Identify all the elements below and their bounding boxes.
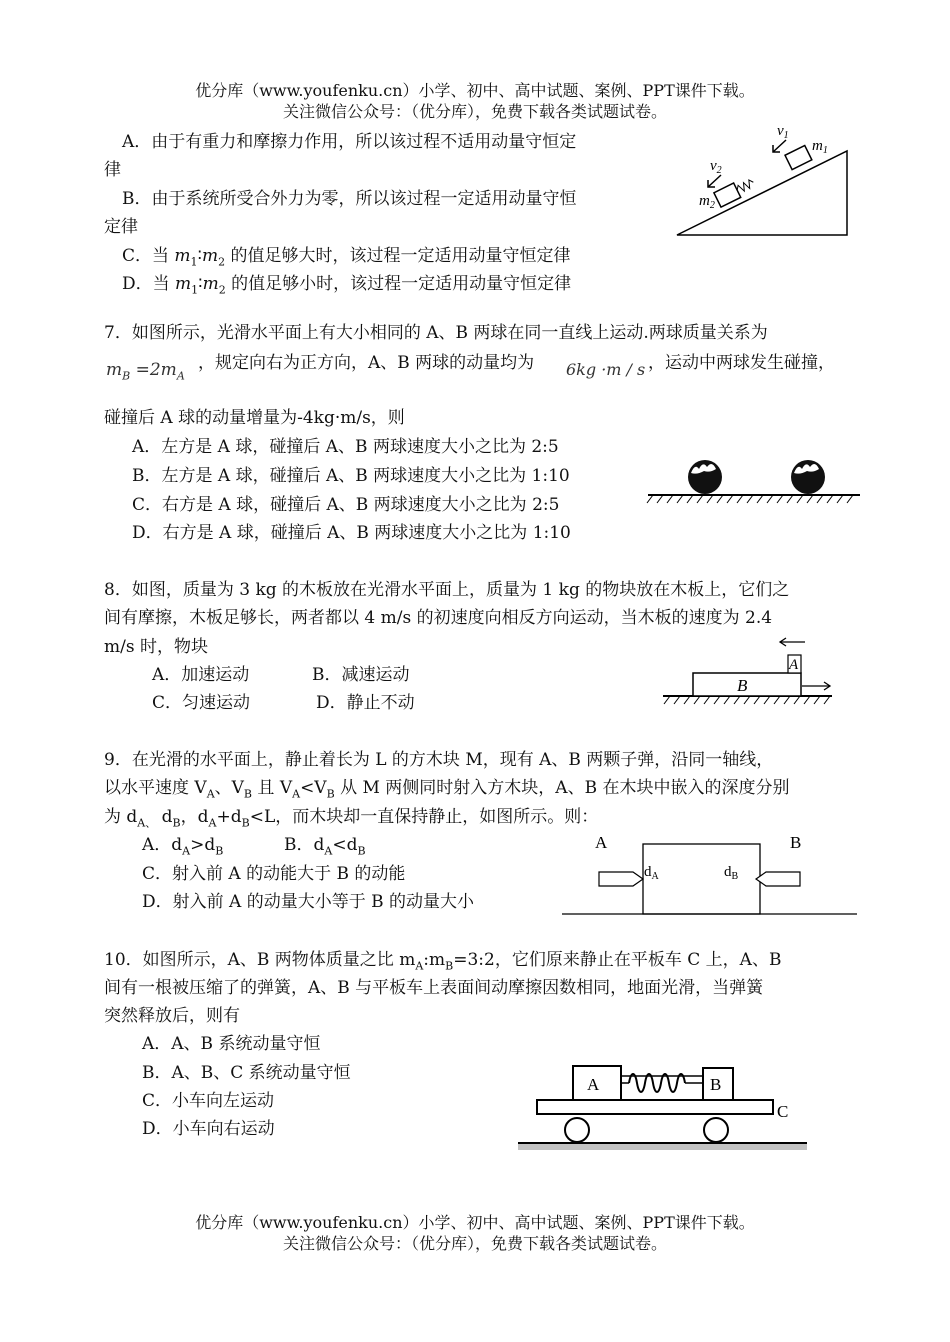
- q6-option-a-line1: A．由于有重力和摩擦力作用，所以该过程不适用动量守恒定: [122, 132, 577, 152]
- wooden-block-m: [643, 844, 760, 914]
- bullet-a-icon: [599, 872, 643, 886]
- q7-stem-line1: 7．如图所示，光滑水平面上有大小相同的 A、B 两球在同一直线上运动.两球质量关系为: [104, 323, 768, 343]
- v1-arrow-icon: [773, 140, 786, 152]
- q10-option-b: B．A、B、C 系统动量守恒: [142, 1063, 351, 1083]
- q9-option-d: D．射入前 A 的动量大小等于 B 的动量大小: [142, 892, 475, 912]
- q10-stem-line1: 10．如图所示，A、B 两物体质量之比 $m_A:m_B=3:2$，它们原来静止在平板车 C 上，A、B: [104, 950, 782, 973]
- q8-stem-line3: m/s 时，物块: [104, 637, 208, 657]
- q8-option-a: A．加速运动: [152, 665, 250, 685]
- q8-stem-line2: 间有摩擦，木板足够长，两者都以 4 m/s 的初速度向相反方向运动，当木板的速度为 2.4: [104, 608, 773, 628]
- q6-option-a-line2: 律: [104, 160, 121, 180]
- ground-hatch: [664, 696, 830, 704]
- q10-stem-line3: 突然释放后，则有: [104, 1006, 240, 1026]
- block-m2: [714, 175, 757, 207]
- q6-incline-figure: [670, 118, 860, 243]
- q9-stem-line1: 9．在光滑的水平面上，静止着长为 L 的方木块 M，现有 A、B 两颗子弹，沿同一轴线，: [104, 750, 774, 770]
- wheel-left: [565, 1118, 589, 1142]
- q8-option-c: C．匀速运动: [152, 693, 251, 713]
- footer-line-2: 关注微信公众号：（优分库），免费下载各类试题试卷。: [282, 1234, 667, 1253]
- label-m2: $m_2$: [699, 193, 715, 211]
- q6-option-b-line2: 定律: [104, 217, 138, 237]
- q7-option-a: A．左方是 A 球，碰撞后 A、B 两球速度大小之比为 2:5: [132, 437, 559, 457]
- label-a: A: [587, 1075, 600, 1094]
- bullet-b-icon: [756, 872, 800, 886]
- q7-stem-line3: ，运动中两球发生碰撞，: [648, 353, 835, 373]
- q6-option-c: C．当 $m_1∶m_2$ 的值足够大时，该过程一定适用动量守恒定律: [122, 246, 571, 269]
- label-a: A: [595, 833, 608, 852]
- header-line-2: 关注微信公众号：（优分库），免费下载各类试题试卷。: [282, 102, 667, 121]
- q9-option-b: B．$d_A<d_B$: [284, 835, 366, 858]
- label-b: B: [737, 676, 748, 695]
- q7-option-c: C．右方是 A 球，碰撞后 A、B 两球速度大小之比为 2:5: [132, 495, 560, 515]
- q10-option-c: C．小车向左运动: [142, 1091, 275, 1111]
- block-m1: [785, 145, 812, 169]
- q7-option-d: D．右方是 A 球，碰撞后 A、B 两球速度大小之比为 1:10: [132, 523, 571, 543]
- label-v2: $v_2$: [710, 158, 722, 176]
- q9-stem-line3: 为 $d_{A、}$ $d_B$，$d_A+d_B<L$，而木块却一直保持静止，如图所示。则：: [104, 807, 599, 830]
- q9-option-c: C．射入前 A 的动能大于 B 的动能: [142, 864, 406, 884]
- label-c: C: [777, 1102, 789, 1121]
- label-v1: $v_1$: [777, 123, 789, 141]
- q9-stem-line2: 以水平速度 $V_A$、$V_B$ 且 $V_A<V_B$ 从 M 两侧同时射入方木块，A、B 在木块中嵌入的深度分别: [104, 778, 790, 801]
- q8-option-b: B．减速运动: [312, 665, 410, 685]
- label-da: $d_A$: [644, 864, 659, 882]
- label-db: $d_B$: [724, 864, 739, 882]
- q10-cart-figure: [515, 1058, 815, 1160]
- ground-hatch: [647, 495, 853, 503]
- label-b: B: [710, 1075, 722, 1094]
- q7-stem-line2: ，规定向右为正方向，A、B 两球的动量均为: [198, 353, 535, 373]
- q10-stem-line2: 间有一根被压缩了的弹簧，A、B 与平板车上表面间动摩擦因数相同，地面光滑，当弹簧: [104, 978, 764, 998]
- q10-option-d: D．小车向右运动: [142, 1119, 275, 1139]
- q6-option-b-line1: B．由于系统所受合外力为零，所以该过程一定适用动量守恒: [122, 189, 577, 209]
- q9-option-a: A．$d_A>d_B$: [142, 835, 224, 858]
- label-b: B: [790, 833, 802, 852]
- q8-board-figure: [660, 632, 840, 712]
- q6-option-d: D．当 $m_1∶m_2$ 的值足够小时，该过程一定适用动量守恒定律: [122, 274, 572, 297]
- q9-block-figure: [560, 832, 860, 920]
- q8-option-d: D．静止不动: [316, 693, 415, 713]
- v2-arrow-icon: [708, 175, 721, 187]
- ball-right: [791, 460, 825, 494]
- q8-stem-line1: 8．如图，质量为 3 kg 的木板放在光滑水平面上，质量为 1 kg 的物块放在木板上，它们之: [104, 580, 790, 600]
- wheel-right: [704, 1118, 728, 1142]
- ground-texture: [518, 1144, 807, 1150]
- q7-formula-momentum: 6kg ·m / s: [566, 360, 646, 379]
- q7-formula-mass: $m_B =2m_A$: [106, 360, 185, 383]
- header-line-1: 优分库（www.youfenku.cn）小学、初中、高中试题、案例、PPT课件下载。: [195, 81, 755, 100]
- cart-platform-c: [537, 1100, 773, 1114]
- q7-balls-figure: [645, 455, 865, 510]
- q10-option-a: A．A、B 系统动量守恒: [142, 1034, 321, 1054]
- q7-option-b: B．左方是 A 球，碰撞后 A、B 两球速度大小之比为 1:10: [132, 466, 570, 486]
- q7-stem-line4: 碰撞后 A 球的动量增量为-4kg·m/s，则: [104, 408, 405, 428]
- footer-line-1: 优分库（www.youfenku.cn）小学、初中、高中试题、案例、PPT课件下载。: [195, 1213, 755, 1232]
- ball-left: [688, 460, 722, 494]
- label-a: A: [789, 657, 799, 673]
- label-m1: $m_1$: [812, 138, 828, 156]
